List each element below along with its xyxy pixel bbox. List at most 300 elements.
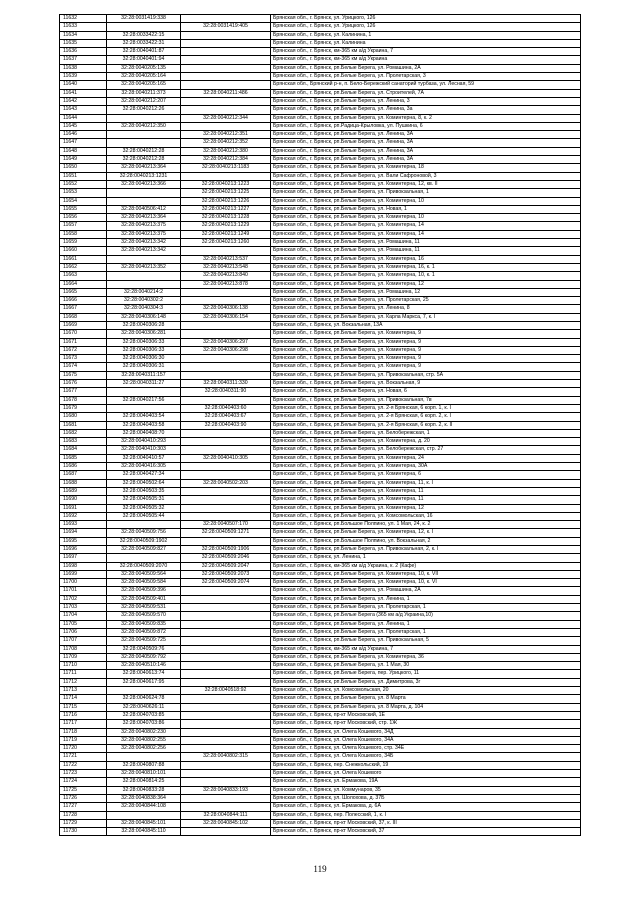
address-cell: Брянская обл., г. Брянск, рп.Белые Берега, ул. Коминтерна, 9 — [271, 338, 581, 346]
address-cell: Брянская обл., г. Брянск, рп.Белые Берега, ул. Белобережская, стр. 27 — [271, 446, 581, 454]
parcel-cadastral-number-cell: 32:28:0040509:76 — [107, 645, 181, 653]
table-row — [60, 487, 581, 495]
table-row — [60, 828, 581, 836]
table-row — [60, 363, 581, 371]
building-cadastral-number-cell — [181, 64, 271, 72]
table-row — [60, 214, 581, 222]
parcel-cadastral-number-cell: 32:28:0040401:87 — [107, 48, 181, 56]
table-row — [60, 454, 581, 462]
row-number-cell: 11699 — [60, 570, 107, 578]
row-number-cell: 11729 — [60, 819, 107, 827]
address-cell: Брянская обл., г. Брянск, рп.Белые Берега, ул. Коминтерна, д. 20 — [271, 438, 581, 446]
building-cadastral-number-cell: 32:28:0040213:548 — [181, 263, 271, 271]
table-row — [60, 97, 581, 105]
table-row — [60, 48, 581, 56]
address-cell: Брянская обл., г. Брянск, рп.Белые Берега, ул. Коминтерна, 10, к. VII — [271, 570, 581, 578]
address-cell: Брянская обл., г. Брянск, рп.Белые Берега, ул. Пролетарская, 1 — [271, 628, 581, 636]
parcel-cadastral-number-cell: 32:28:0040205:165 — [107, 81, 181, 89]
address-cell: Брянская обл., г. Брянск, рп.Белые Берега, ул. Коминтерна, 10, к. 1 — [271, 272, 581, 280]
table-row — [60, 761, 581, 769]
address-cell: Брянская обл., г. Брянск, рп.Белые Берега, ул. 2-я Брянская, 6 корп. 2, к. II — [271, 421, 581, 429]
address-cell: Брянская обл., г. Брянск, ул. Шолохова, д. 37Б — [271, 794, 581, 802]
parcel-cadastral-number-cell: 32:28:0040509:872 — [107, 628, 181, 636]
address-cell: Брянская обл., г. Брянск, рп.Белые Берега, ул. Ромашина, 2А — [271, 587, 581, 595]
parcel-cadastral-number-cell: 32:28:0033422:31 — [107, 39, 181, 47]
address-cell: Брянская обл., г. Брянск, рп.Белые Берега, ул. Карла Маркса, 7, к. I — [271, 313, 581, 321]
address-cell: Брянская обл., г. Брянск, км-365 км а/д Украина, 7 — [271, 645, 581, 653]
row-number-cell: 11716 — [60, 711, 107, 719]
building-cadastral-number-cell: 32:28:0040213:1223 — [181, 180, 271, 188]
row-number-cell: 11715 — [60, 703, 107, 711]
table-row — [60, 39, 581, 47]
parcel-cadastral-number-cell: 32:28:0040427:34 — [107, 471, 181, 479]
parcel-cadastral-number-cell: 32:28:0040311:157 — [107, 371, 181, 379]
address-cell: Брянская обл., г. Брянск, рп.Белые Берега, ул. Коминтерна, 12, к. I — [271, 529, 581, 537]
row-number-cell: 11707 — [60, 637, 107, 645]
address-cell: Брянская обл., г. Брянск, ул. Олега Кошевого, стр. 34Е — [271, 745, 581, 753]
table-row — [60, 371, 581, 379]
building-cadastral-number-cell: 32:28:0040518:92 — [181, 687, 271, 695]
building-cadastral-number-cell — [181, 778, 271, 786]
parcel-cadastral-number-cell: 32:28:0040505:44 — [107, 512, 181, 520]
building-cadastral-number-cell — [181, 363, 271, 371]
building-cadastral-number-cell — [181, 81, 271, 89]
building-cadastral-number-cell — [181, 512, 271, 520]
registry-table-body — [60, 15, 581, 836]
parcel-cadastral-number-cell: 32:28:0040306:30 — [107, 355, 181, 363]
row-number-cell: 11668 — [60, 313, 107, 321]
row-number-cell: 11636 — [60, 48, 107, 56]
building-cadastral-number-cell: 32:28:0040403:60 — [181, 404, 271, 412]
address-cell: Брянская обл., г. Брянск, ул. Ермакова, д. 6А — [271, 803, 581, 811]
address-cell: Брянская обл., г. Брянск, ул. Олега Кошевого, 34А — [271, 736, 581, 744]
building-cadastral-number-cell: 32:28:0040306:138 — [181, 305, 271, 313]
building-cadastral-number-cell — [181, 172, 271, 180]
address-cell: Брянская обл., Брянский р-н, п. Бело-Бережский санаторий турбаза, ул. Лесная, 59 — [271, 81, 581, 89]
address-cell: Брянская обл., г. Брянск, рп.Белые Берега, ул. Ленина, 3А — [271, 156, 581, 164]
parcel-cadastral-number-cell: 32:28:0040304:3 — [107, 305, 181, 313]
building-cadastral-number-cell: 32:28:0040844:111 — [181, 811, 271, 819]
building-cadastral-number-cell: 32:28:0040833:193 — [181, 786, 271, 794]
row-number-cell: 11669 — [60, 321, 107, 329]
parcel-cadastral-number-cell — [107, 521, 181, 529]
building-cadastral-number-cell — [181, 537, 271, 545]
table-row — [60, 81, 581, 89]
address-cell: Брянская обл., г. Брянск, рп.Белые Берега, ул. Коминтерна, 10, к. VI — [271, 579, 581, 587]
building-cadastral-number-cell — [181, 670, 271, 678]
parcel-cadastral-number-cell: 32:28:0040703:86 — [107, 720, 181, 728]
address-cell: Брянская обл., г. Брянск, рп.Белые Берега, ул. Ленина, 1 — [271, 620, 581, 628]
address-cell: Брянская обл., г. Брянск, ул. Олега Кошевого, 34Б — [271, 753, 581, 761]
address-cell: Брянская обл., г. Брянск, рп.Белые Берега, ул. Привокзальная, 5 — [271, 637, 581, 645]
table-row — [60, 471, 581, 479]
parcel-cadastral-number-cell: 32:28:0040509:756 — [107, 529, 181, 537]
building-cadastral-number-cell — [181, 297, 271, 305]
parcel-cadastral-number-cell: 32:28:0040509:1902 — [107, 537, 181, 545]
address-cell: Брянская обл., г. Брянск, рп.Белые Берега, ул. Коминтерна, 24 — [271, 454, 581, 462]
row-number-cell: 11705 — [60, 620, 107, 628]
building-cadastral-number-cell — [181, 355, 271, 363]
building-cadastral-number-cell: 32:28:0040509:2047 — [181, 562, 271, 570]
parcel-cadastral-number-cell: 32:28:0040213:342 — [107, 247, 181, 255]
building-cadastral-number-cell: 32:28:0040213:1227 — [181, 205, 271, 213]
parcel-cadastral-number-cell — [107, 197, 181, 205]
building-cadastral-number-cell: 32:28:0040213:878 — [181, 280, 271, 288]
table-row — [60, 346, 581, 354]
table-row — [60, 678, 581, 686]
address-cell: Брянская обл., г. Брянск, рп.Белые Берега, ул. Ромашина, 12 — [271, 288, 581, 296]
row-number-cell: 11652 — [60, 180, 107, 188]
building-cadastral-number-cell — [181, 321, 271, 329]
table-row — [60, 637, 581, 645]
building-cadastral-number-cell — [181, 39, 271, 47]
parcel-cadastral-number-cell: 32:28:0040212:28 — [107, 147, 181, 155]
parcel-cadastral-number-cell: 32:28:0040213:364 — [107, 164, 181, 172]
row-number-cell: 11711 — [60, 670, 107, 678]
table-row — [60, 230, 581, 238]
address-cell: Брянская обл., г. Брянск, рп.Белые Берега, ул. Ленина, 1 — [271, 595, 581, 603]
building-cadastral-number-cell — [181, 487, 271, 495]
parcel-cadastral-number-cell: 32:28:0040509:396 — [107, 587, 181, 595]
building-cadastral-number-cell — [181, 73, 271, 81]
table-row — [60, 56, 581, 64]
building-cadastral-number-cell: 32:28:0040213:840 — [181, 272, 271, 280]
parcel-cadastral-number-cell — [107, 114, 181, 122]
building-cadastral-number-cell — [181, 628, 271, 636]
parcel-cadastral-number-cell: 32:28:0040617:95 — [107, 678, 181, 686]
table-row — [60, 15, 581, 23]
row-number-cell: 11666 — [60, 297, 107, 305]
row-number-cell: 11681 — [60, 421, 107, 429]
address-cell: Брянская обл., г. Брянск, пр-кт Московский, стр. 1Ж — [271, 720, 581, 728]
parcel-cadastral-number-cell: 32:28:0040213:375 — [107, 230, 181, 238]
building-cadastral-number-cell — [181, 56, 271, 64]
address-cell: Брянская обл., г. Брянск, рп.Белые Берега, ул. 8 Марта — [271, 695, 581, 703]
address-cell: Брянская обл., г. Брянск, рп.Белые Берега, ул. Ленина, 3 — [271, 97, 581, 105]
building-cadastral-number-cell — [181, 463, 271, 471]
building-cadastral-number-cell — [181, 446, 271, 454]
row-number-cell: 11678 — [60, 396, 107, 404]
parcel-cadastral-number-cell: 32:28:0040212:207 — [107, 97, 181, 105]
building-cadastral-number-cell — [181, 396, 271, 404]
row-number-cell: 11673 — [60, 355, 107, 363]
parcel-cadastral-number-cell: 32:28:0040416:305 — [107, 463, 181, 471]
row-number-cell: 11651 — [60, 172, 107, 180]
address-cell: Брянская обл., г. Брянск, км-365 км а/д Украина, к. 2 (Кафе) — [271, 562, 581, 570]
row-number-cell: 11687 — [60, 471, 107, 479]
address-cell: Брянская обл., г. Брянск, рп.Белые Берега, ул. Коминтерна, 12 — [271, 280, 581, 288]
page-number: 119 — [313, 864, 327, 874]
address-cell: Брянская обл., г. Брянск, пр-кт Московский, 37 — [271, 828, 581, 836]
row-number-cell: 11723 — [60, 770, 107, 778]
row-number-cell: 11728 — [60, 811, 107, 819]
address-cell: Брянская обл., г. Брянск, рп.Белые Берега, ул. Коминтерна, 36 — [271, 653, 581, 661]
table-row — [60, 695, 581, 703]
row-number-cell: 11713 — [60, 687, 107, 695]
building-cadastral-number-cell: 32:28:0040802:315 — [181, 753, 271, 761]
address-cell: Брянская обл., г. Брянск, рп.Белые Берега, ул. 8 Марта, д. 104 — [271, 703, 581, 711]
address-cell: Брянская обл., г. Брянск, рп.Белые Берега, ул. Пролетарская, 25 — [271, 297, 581, 305]
parcel-cadastral-number-cell: 32:28:0040408:70 — [107, 429, 181, 437]
table-row — [60, 404, 581, 412]
table-row — [60, 720, 581, 728]
row-number-cell: 11646 — [60, 131, 107, 139]
table-row — [60, 388, 581, 396]
building-cadastral-number-cell: 32:28:0040509:2046 — [181, 554, 271, 562]
building-cadastral-number-cell: 32:28:0040212:352 — [181, 139, 271, 147]
address-cell: Брянская обл., г. Брянск, рп.Белые Берега, ул. Белобережская, 1 — [271, 429, 581, 437]
building-cadastral-number-cell: 32:28:0040211:486 — [181, 89, 271, 97]
address-cell: Брянская обл., г. Брянск, км-365 км а/д Украина, 7 — [271, 48, 581, 56]
building-cadastral-number-cell — [181, 620, 271, 628]
building-cadastral-number-cell: 32:28:0040213:1228 — [181, 214, 271, 222]
parcel-cadastral-number-cell: 32:28:0040509:835 — [107, 620, 181, 628]
building-cadastral-number-cell — [181, 48, 271, 56]
address-cell: Брянская обл., г. Брянск, рп.Белые Берега, ул. Комсомольская, 16 — [271, 512, 581, 520]
address-cell: Брянская обл., г. Брянск, рп.Белые Берега, ул. Коминтерна, 12, кв. II — [271, 180, 581, 188]
address-cell: Брянская обл., г. Брянск, ул. Ленина, 1 — [271, 554, 581, 562]
parcel-cadastral-number-cell: 32:28:0040845:110 — [107, 828, 181, 836]
row-number-cell: 11692 — [60, 512, 107, 520]
table-row — [60, 272, 581, 280]
parcel-cadastral-number-cell: 32:28:0040306:33 — [107, 338, 181, 346]
row-number-cell: 11708 — [60, 645, 107, 653]
address-cell: Брянская обл., г. Брянск, пр-кт Московский, 1Е — [271, 711, 581, 719]
building-cadastral-number-cell: 32:28:0040509:2073 — [181, 570, 271, 578]
address-cell: Брянская обл., г. Брянск, ул. Олега Кошевого — [271, 770, 581, 778]
building-cadastral-number-cell: 32:28:0040212:380 — [181, 147, 271, 155]
building-cadastral-number-cell — [181, 330, 271, 338]
building-cadastral-number-cell: 32:28:0040306:297 — [181, 338, 271, 346]
address-cell: Брянская обл., г. Брянск, пер. Полесский, 1, к. I — [271, 811, 581, 819]
row-number-cell: 11654 — [60, 197, 107, 205]
parcel-cadastral-number-cell: 32:28:0040509:564 — [107, 570, 181, 578]
table-row — [60, 463, 581, 471]
row-number-cell: 11695 — [60, 537, 107, 545]
parcel-cadastral-number-cell — [107, 687, 181, 695]
building-cadastral-number-cell: 32:28:0040509:2074 — [181, 579, 271, 587]
row-number-cell: 11694 — [60, 529, 107, 537]
table-row — [60, 479, 581, 487]
table-row — [60, 139, 581, 147]
parcel-cadastral-number-cell: 32:28:0040509:531 — [107, 604, 181, 612]
table-row — [60, 421, 581, 429]
address-cell: Брянская обл., г. Брянск, рп.Белые Берега, ул. Коминтерна, 14 — [271, 230, 581, 238]
row-number-cell: 11684 — [60, 446, 107, 454]
address-cell: Брянская обл., г. Брянск, ул. Калинина — [271, 39, 581, 47]
table-row — [60, 288, 581, 296]
table-row — [60, 811, 581, 819]
parcel-cadastral-number-cell: 32:28:0040807:88 — [107, 761, 181, 769]
table-row — [60, 205, 581, 213]
row-number-cell: 11635 — [60, 39, 107, 47]
table-row — [60, 355, 581, 363]
address-cell: Брянская обл., г. Брянск, рп.Белые Берега, ул. Новая, 6 — [271, 388, 581, 396]
row-number-cell: 11632 — [60, 15, 107, 23]
table-row — [60, 172, 581, 180]
address-cell: Брянская обл., г. Брянск, ул. Урицкого, 126 — [271, 23, 581, 31]
parcel-cadastral-number-cell: 32:28:0040509:401 — [107, 595, 181, 603]
address-cell: Брянская обл., г. Брянск, рп.Белые Берега, ул. Ленина, 3А — [271, 131, 581, 139]
building-cadastral-number-cell: 32:28:0040213:1249 — [181, 230, 271, 238]
building-cadastral-number-cell — [181, 612, 271, 620]
parcel-cadastral-number-cell: 32:28:0040410:293 — [107, 438, 181, 446]
parcel-cadastral-number-cell — [107, 139, 181, 147]
row-number-cell: 11709 — [60, 653, 107, 661]
table-row — [60, 687, 581, 695]
table-row — [60, 338, 581, 346]
address-cell: Брянская обл., г. Брянск, рп.Белые Берега, ул. 2-я Брянская, 6 корп. 1, к. I — [271, 404, 581, 412]
parcel-cadastral-number-cell — [107, 554, 181, 562]
row-number-cell: 11657 — [60, 222, 107, 230]
table-row — [60, 670, 581, 678]
building-cadastral-number-cell — [181, 736, 271, 744]
parcel-cadastral-number-cell: 32:28:0040502:64 — [107, 479, 181, 487]
row-number-cell: 11696 — [60, 546, 107, 554]
table-row — [60, 496, 581, 504]
address-cell: Брянская обл., г. Брянск, рп.Белые Берега, ул. Коминтерна, 10 — [271, 197, 581, 205]
table-row — [60, 819, 581, 827]
building-cadastral-number-cell — [181, 653, 271, 661]
row-number-cell: 11641 — [60, 89, 107, 97]
building-cadastral-number-cell — [181, 678, 271, 686]
row-number-cell: 11679 — [60, 404, 107, 412]
building-cadastral-number-cell — [181, 711, 271, 719]
parcel-cadastral-number-cell: 32:28:0040503:35 — [107, 487, 181, 495]
address-cell: Брянская обл., г. Брянск, рп.Белые Берега, ул. Пролетарская, 1 — [271, 604, 581, 612]
table-row — [60, 305, 581, 313]
table-row — [60, 131, 581, 139]
building-cadastral-number-cell — [181, 97, 271, 105]
row-number-cell: 11698 — [60, 562, 107, 570]
row-number-cell: 11676 — [60, 380, 107, 388]
parcel-cadastral-number-cell: 32:28:0040213:366 — [107, 180, 181, 188]
parcel-cadastral-number-cell — [107, 404, 181, 412]
address-cell: Брянская обл., г. Брянск, ул. Урицкого, 126 — [271, 15, 581, 23]
row-number-cell: 11710 — [60, 662, 107, 670]
row-number-cell: 11725 — [60, 786, 107, 794]
building-cadastral-number-cell — [181, 471, 271, 479]
parcel-cadastral-number-cell — [107, 280, 181, 288]
address-cell: Брянская обл., г. Брянск, рп.Белые Берега, ул. Коминтерна, 6 — [271, 471, 581, 479]
row-number-cell: 11724 — [60, 778, 107, 786]
table-row — [60, 239, 581, 247]
address-cell: Брянская обл., г. Брянск, рп.Белые Берега, ул. Ленина, 8 — [271, 305, 581, 313]
building-cadastral-number-cell — [181, 695, 271, 703]
address-cell: Брянская обл., г. Брянск, рп.Белые Берега, ул. Коминтерна, 9 — [271, 355, 581, 363]
table-row — [60, 280, 581, 288]
building-cadastral-number-cell — [181, 703, 271, 711]
parcel-cadastral-number-cell: 32:28:0040401:94 — [107, 56, 181, 64]
table-row — [60, 380, 581, 388]
parcel-cadastral-number-cell: 32:28:0040833:28 — [107, 786, 181, 794]
parcel-cadastral-number-cell: 32:28:0040213:342 — [107, 239, 181, 247]
row-number-cell: 11647 — [60, 139, 107, 147]
address-cell: Брянская обл., г. Брянск, рп.Белые Берега, ул. Коминтерна, 9 — [271, 363, 581, 371]
building-cadastral-number-cell — [181, 720, 271, 728]
parcel-cadastral-number-cell: 32:28:0040217:56 — [107, 396, 181, 404]
row-number-cell: 11691 — [60, 504, 107, 512]
building-cadastral-number-cell — [181, 429, 271, 437]
building-cadastral-number-cell — [181, 604, 271, 612]
building-cadastral-number-cell — [181, 438, 271, 446]
parcel-cadastral-number-cell: 32:28:0040624:78 — [107, 695, 181, 703]
parcel-cadastral-number-cell: 32:28:0040626:11 — [107, 703, 181, 711]
address-cell: Брянская обл., г. Брянск, рп.Белые Берега, ул. Коминтерна, 9 — [271, 346, 581, 354]
address-cell: Брянская обл., г. Брянск, рп.Белые Берега, ул. 2-я Брянская, 6 корп. 2, к. I — [271, 413, 581, 421]
building-cadastral-number-cell — [181, 587, 271, 595]
address-cell: Брянская обл., г. Брянск, рп.Белые Берега, ул. Вокзальная, 9 — [271, 380, 581, 388]
building-cadastral-number-cell: 32:28:0040845:102 — [181, 819, 271, 827]
table-row — [60, 537, 581, 545]
address-cell: Брянская обл., г. Брянск, км-365 км а/д Украина — [271, 56, 581, 64]
parcel-cadastral-number-cell: 32:28:0040845:101 — [107, 819, 181, 827]
table-row — [60, 529, 581, 537]
row-number-cell: 11667 — [60, 305, 107, 313]
parcel-cadastral-number-cell: 32:28:0040410:303 — [107, 446, 181, 454]
table-row — [60, 512, 581, 520]
parcel-cadastral-number-cell: 32:28:0040211:373 — [107, 89, 181, 97]
table-row — [60, 620, 581, 628]
parcel-cadastral-number-cell: 32:28:0040509:725 — [107, 637, 181, 645]
parcel-cadastral-number-cell: 32:28:0040306:148 — [107, 313, 181, 321]
parcel-cadastral-number-cell: 32:28:0040703:85 — [107, 711, 181, 719]
address-cell: Брянская обл., г. Брянск, рп.Белые Берега, ул. Ленина, 3а — [271, 106, 581, 114]
building-cadastral-number-cell: 32:28:0040509:1271 — [181, 529, 271, 537]
table-row — [60, 554, 581, 562]
parcel-cadastral-number-cell: 32:28:0040213:364 — [107, 214, 181, 222]
parcel-cadastral-number-cell: 32:28:0033422:15 — [107, 31, 181, 39]
parcel-cadastral-number-cell: 32:28:0040505:32 — [107, 504, 181, 512]
row-number-cell: 11648 — [60, 147, 107, 155]
parcel-cadastral-number-cell: 32:28:0040410:57 — [107, 454, 181, 462]
address-cell: Брянская обл., г. Брянск, пр-кт Московский, 37, к. III — [271, 819, 581, 827]
row-number-cell: 11633 — [60, 23, 107, 31]
table-row — [60, 297, 581, 305]
table-row — [60, 786, 581, 794]
address-cell: Брянская обл., г. Брянск, ул. Комсомольская, 20 — [271, 687, 581, 695]
row-number-cell: 11644 — [60, 114, 107, 122]
building-cadastral-number-cell — [181, 803, 271, 811]
building-cadastral-number-cell — [181, 106, 271, 114]
row-number-cell: 11658 — [60, 230, 107, 238]
parcel-cadastral-number-cell — [107, 811, 181, 819]
row-number-cell: 11645 — [60, 122, 107, 130]
table-row — [60, 711, 581, 719]
building-cadastral-number-cell: 32:28:0040403:67 — [181, 413, 271, 421]
row-number-cell: 11718 — [60, 728, 107, 736]
table-row — [60, 247, 581, 255]
table-row — [60, 803, 581, 811]
row-number-cell: 11719 — [60, 736, 107, 744]
parcel-cadastral-number-cell — [107, 255, 181, 263]
table-row — [60, 753, 581, 761]
parcel-cadastral-number-cell: 32:28:0040509:584 — [107, 579, 181, 587]
building-cadastral-number-cell: 32:28:0040403:90 — [181, 421, 271, 429]
parcel-cadastral-number-cell: 32:28:0040506:412 — [107, 205, 181, 213]
table-row — [60, 429, 581, 437]
table-row — [60, 628, 581, 636]
parcel-cadastral-number-cell — [107, 131, 181, 139]
parcel-cadastral-number-cell: 32:28:0040509:792 — [107, 653, 181, 661]
building-cadastral-number-cell: 32:28:0040213:1226 — [181, 197, 271, 205]
address-cell: Брянская обл., г. Брянск, рп.Белые Берега, ул. Привокзальная, стр. 5А — [271, 371, 581, 379]
address-cell: Брянская обл., г. Брянск, рп.Белые Берега, ул. Коминтерна, 9 — [271, 330, 581, 338]
table-row — [60, 330, 581, 338]
address-cell: Брянская обл., г. Брянск, рп.Белые Берега, ул. Коминтерна, 8, к. 2 — [271, 114, 581, 122]
address-cell: Брянская обл., г. Брянск, рп.Белые Берега, ул. Вали Сафроновой, 3 — [271, 172, 581, 180]
parcel-cadastral-number-cell — [107, 388, 181, 396]
